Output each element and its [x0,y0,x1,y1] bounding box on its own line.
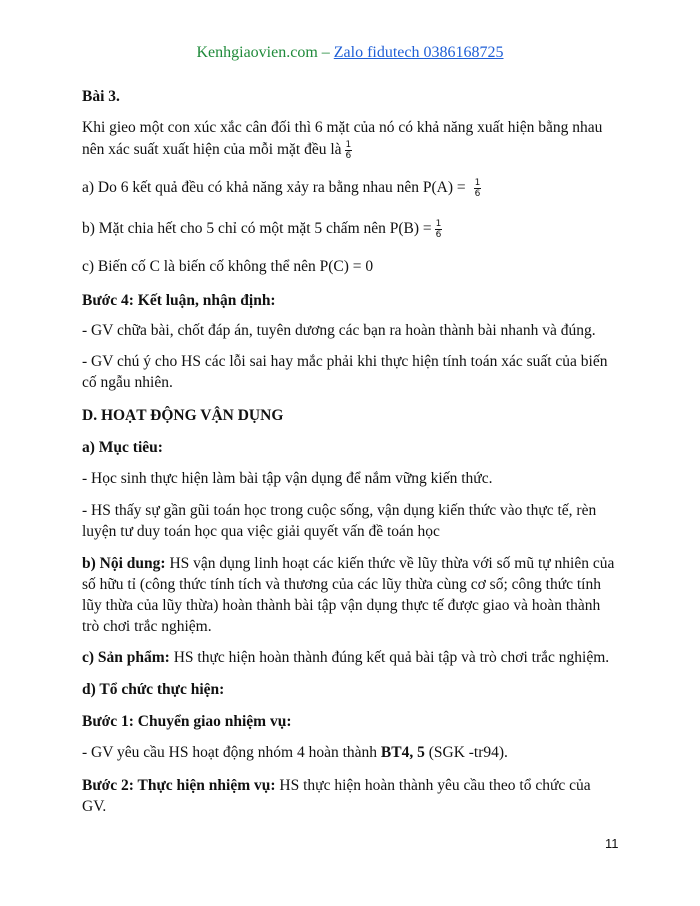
gv-assign-post: (SGK -tr94). [424,744,508,761]
product-label: c) Sản phẩm: [82,649,170,666]
step4-heading: Bước 4: Kết luận, nhận định: [82,292,276,309]
exercise-title: Bài 3. [82,88,120,105]
content-line-4: trò chơi trắc nghiệm. [82,618,212,635]
step2-line-1 [82,775,622,797]
answer-a [82,177,622,199]
fraction-one-sixth [345,140,353,161]
gv-line-1: - GV chữa bài, chốt đáp án, tuyên dương các bạn ra hoàn thành bài nhanh và đúng. [82,322,596,339]
intro-line-2 [82,139,622,161]
content-line-3: lũy thừa của lũy thừa) hoàn thành bài tập vận dụng thực tế được giao và hoàn thành [82,597,601,614]
fraction-numerator: 1 [345,139,352,150]
fraction-one-sixth [474,178,482,199]
fraction-one-sixth [435,219,443,240]
gv-assign-exercises: BT4, 5 [380,744,425,761]
objective-line-1: - Học sinh thực hiện làm bài tập vận dụng để nắm vững kiến thức. [82,470,493,487]
answer-b-text: b) Mặt chia hết cho 5 chỉ có một mặt 5 chấm nên P(B) = [82,220,432,237]
answer-a-text: a) Do 6 kết quả đều có khả năng xảy ra bằng nhau nên P(A) = [82,179,466,196]
page-header [0,44,700,62]
gv-assign-line [82,742,622,764]
gv-line-2a: - GV chú ý cho HS các lỗi sai hay mắc phải khi thực hiện tính toán xác suất của biến [82,353,608,370]
contact-link[interactable]: Zalo fidutech 0386168725 [333,44,504,61]
fraction-denominator: 6 [435,229,442,240]
fraction-denominator: 6 [345,150,352,161]
content-label: b) Nội dung: [82,555,166,572]
step2-label: Bước 2: Thực hiện nhiệm vụ: [82,777,276,794]
page-number: 11 [605,836,619,851]
fraction-denominator: 6 [474,188,481,199]
product-text: HS thực hiện hoàn thành đúng kết quả bài tập và trò chơi trắc nghiệm. [169,649,610,666]
step2-line-2: GV. [82,798,107,815]
header-separator: – [317,44,334,61]
fraction-numerator: 1 [435,218,442,229]
section-d-heading: D. HOẠT ĐỘNG VẬN DỤNG [82,407,284,424]
intro-line-1: Khi gieo một con xúc xắc cân đối thì 6 mặt của nó có khả năng xuất hiện bằng nhau [82,119,603,136]
objective-line-2b: luyện tư duy toán học qua việc giải quyết vấn đề toán học [82,523,440,540]
step1-heading: Bước 1: Chuyển giao nhiệm vụ: [82,713,292,730]
content-line-2: số hữu tỉ (công thức tính tích và thương của các lũy thừa cùng cơ số; công thức tính [82,576,601,593]
gv-assign-pre: - GV yêu cầu HS hoạt động nhóm 4 hoàn thành [82,744,381,761]
answer-c: c) Biến cố C là biến cố không thể nên P(C) = 0 [82,258,374,275]
content-line-1 [82,553,622,575]
step2-text: HS thực hiện hoàn thành yêu cầu theo tổ chức của [275,777,591,794]
product-line [82,647,622,669]
objective-heading: a) Mục tiêu: [82,439,163,456]
answer-b [82,218,622,240]
objective-line-2a: - HS thấy sự gần gũi toán học trong cuộc sống, vận dụng kiến thức vào thực tế, rèn [82,502,597,519]
fraction-numerator: 1 [474,177,481,188]
intro-text: nên xác suất xuất hiện của mỗi mặt đều là [82,141,342,158]
site-name: Kenhgiaovien.com [196,44,318,61]
organize-heading: d) Tổ chức thực hiện: [82,681,225,698]
content-text: HS vận dụng linh hoạt các kiến thức về lũy thừa với số mũ tự nhiên của [165,555,615,572]
gv-line-2b: cố ngẫu nhiên. [82,374,173,391]
